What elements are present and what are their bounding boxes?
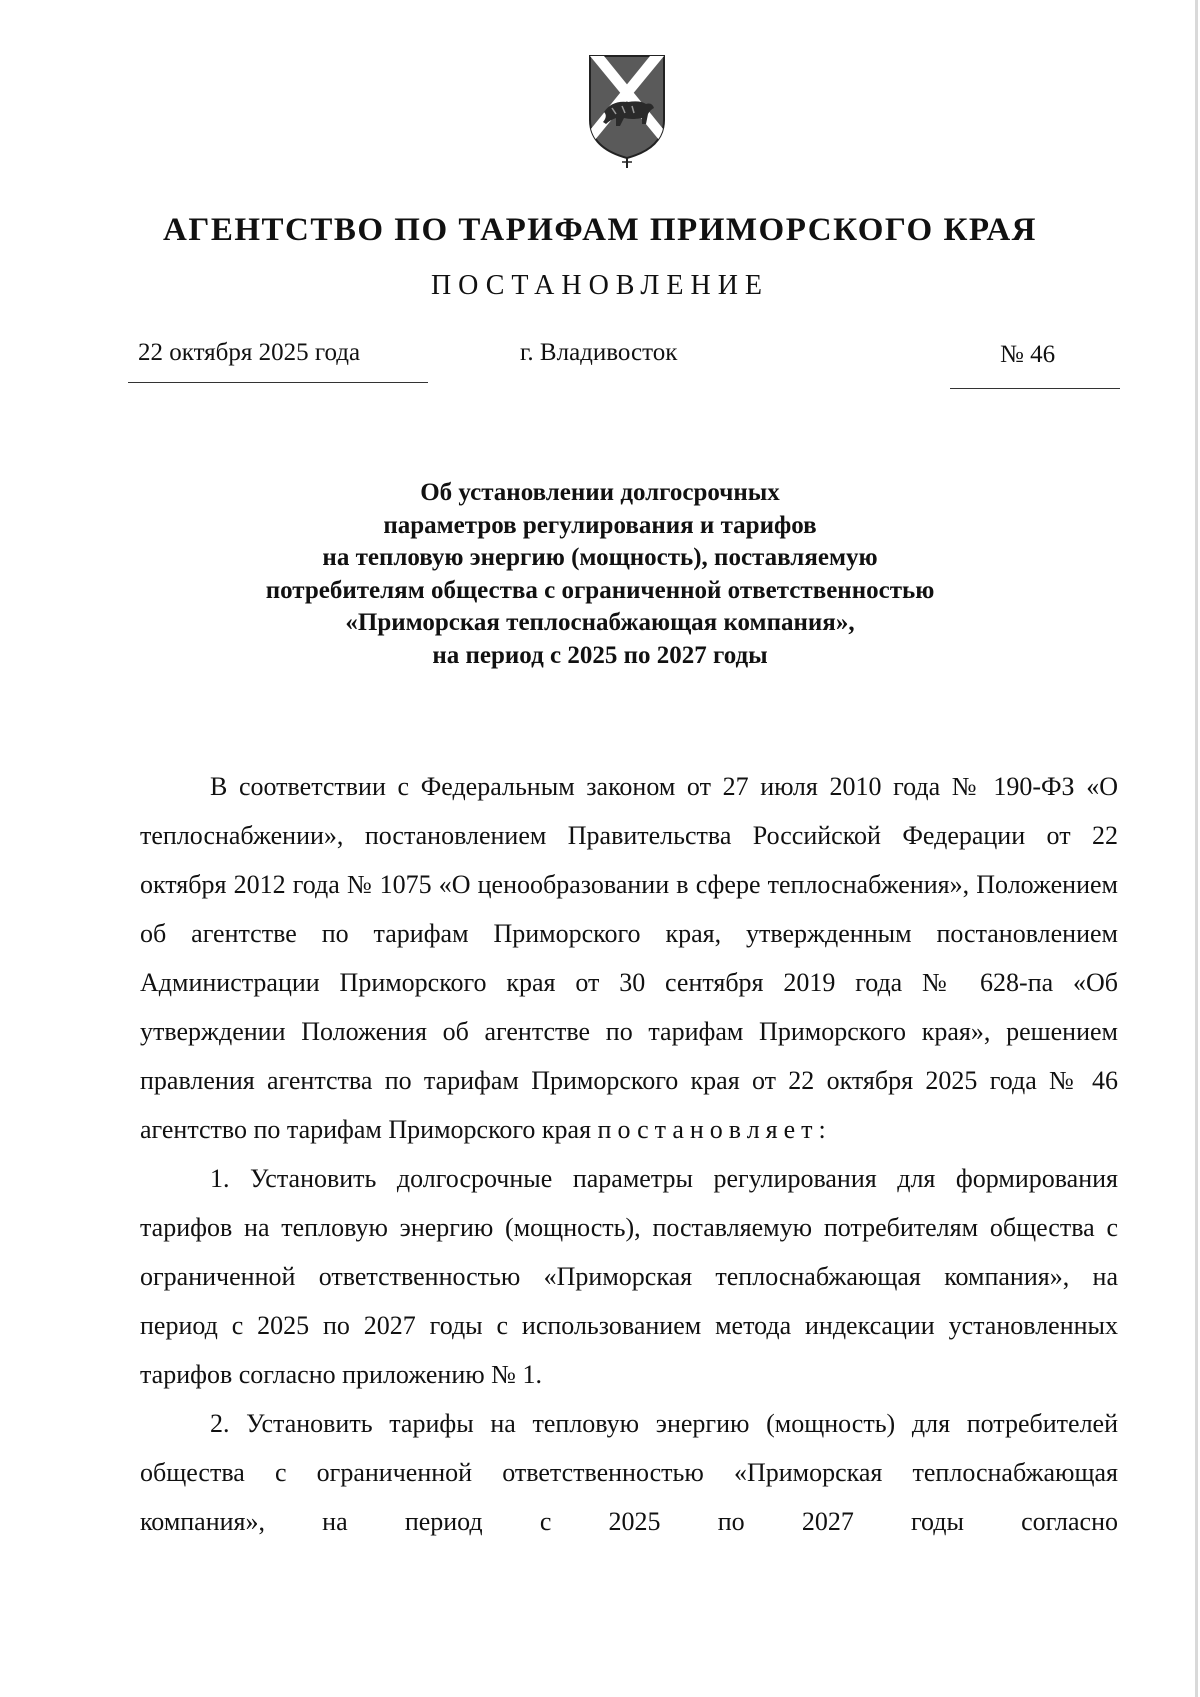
document-city: г. Владивосток bbox=[520, 339, 678, 366]
item-2-paragraph: 2. Установить тарифы на тепловую энергию (мощность) для потребителей общества с ограниченной ответственностью «Приморская теплоснабжающая компания», на период с 2025 по 2027 годы согласно bbox=[140, 1409, 1118, 1536]
coat-of-arms-icon bbox=[582, 50, 672, 170]
preamble-paragraph bbox=[140, 762, 1118, 1154]
agency-name: АГЕНТСТВО ПО ТАРИФАМ ПРИМОРСКОГО КРАЯ bbox=[163, 212, 1037, 248]
number-underline bbox=[950, 388, 1120, 389]
title-line: «Приморская теплоснабжающая компания», bbox=[345, 609, 855, 636]
title-line: на период с 2025 по 2027 годы bbox=[432, 641, 768, 669]
document-number: № 46 bbox=[1000, 341, 1056, 368]
scan-edge-line bbox=[1195, 0, 1198, 1697]
title-line: параметров регулирования и тарифов bbox=[383, 511, 817, 539]
title-line: потребителям общества с ограниченной ответственностью bbox=[265, 576, 935, 604]
preamble-text: В соответствии с Федеральным законом от 27 июля 2010 года № 190-ФЗ «О теплоснабжении», постановлением Правительства Российской Федерации от 22 октября 2012 года № 1075 «О ценообразовании в сфере теплоснабжения», Положением об агентстве по тарифам Приморского края, утвержденным постановлением Администрации Приморского края от 30 сентября 2019 года № 628-па «Об утверждении Положения об агентстве по тарифам Приморского края», решением правления агентства по тарифам Приморского края от 22 октября 2025 года № 46 агентство по тарифам Приморского края bbox=[140, 772, 1118, 1144]
title-line: Об установлении долгосрочных bbox=[420, 479, 780, 506]
title-line: на тепловую энергию (мощность), поставляемую bbox=[322, 544, 878, 571]
document-body bbox=[140, 762, 1118, 1546]
document-date: 22 октября 2025 года bbox=[138, 339, 361, 366]
document-type: ПОСТАНОВЛЕНИЕ bbox=[430, 270, 770, 301]
item-1-paragraph: 1. Установить долгосрочные параметры регулирования для формирования тарифов на тепловую энергию (мощность), поставляемую потребителям общества с ограниченной ответственностью «Приморская теплоснабжающая компания», на период с 2025 по 2027 годы с использованием метода индексации установленных тарифов согласно приложению № 1. bbox=[140, 1164, 1118, 1389]
document-title bbox=[150, 477, 1050, 672]
date-underline bbox=[128, 382, 428, 383]
decree-word: постановляет: bbox=[597, 1115, 832, 1144]
